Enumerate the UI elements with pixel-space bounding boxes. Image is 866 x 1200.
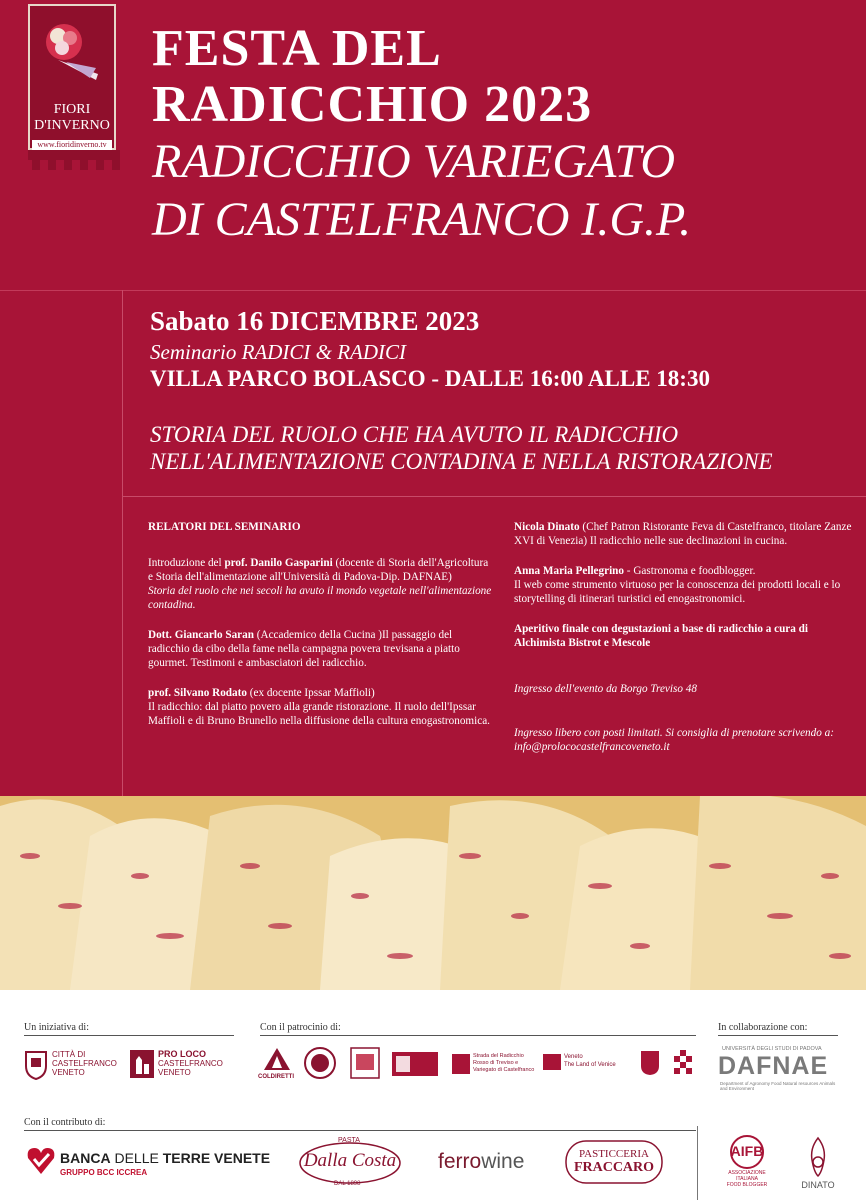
radicchio-flower-icon [38,16,106,84]
subtitle-line1: RADICCHIO VARIEGATO [152,135,676,188]
banca-subtitle: GRUPPO BCC ICCREA [60,1168,148,1177]
entrance-note: Ingresso dell'evento da Borgo Treviso 48 [514,683,697,695]
stemma-icon [640,1050,660,1076]
dinato-logo: DINATO [801,1180,835,1190]
iniziativa-label: Un iniziativa di: [24,1022,89,1033]
logo-name-line1: FIORI [53,102,91,117]
aifb-logo: AIFB [730,1143,764,1159]
speakers-right-column [514,520,854,770]
patrocinio-label: Con il patrocinio di: [260,1022,341,1033]
strada-radicchio-icon [452,1054,470,1074]
banca-heart-icon [26,1146,56,1176]
patrocinio-rule [260,1035,696,1036]
grid-logo-icon [670,1048,696,1076]
free-entry-note: Ingresso libero con posti limitati. Si consiglia di prenotare scrivendo a: info@prolococastelfrancoveneto.it [514,727,834,753]
coldiretti-icon [262,1046,292,1072]
aifb-subtitle: ASSOCIAZIONE ITALIANA FOOD BLOGGER [726,1170,768,1188]
proloco-tower-icon [130,1050,154,1078]
ferrowine-logo: ferrowine [438,1150,525,1173]
topic-line2: NELL'ALIMENTAZIONE CONTADINA E NELLA RISTORAZIONE [150,449,773,474]
dalla-costa-logo: Dalla Costa [303,1150,397,1171]
aperitivo-note: Aperitivo finale con degustazioni a base di radicchio a cura di Alchimista Bistrot e Mescole [514,623,808,649]
venue-time: VILLA PARCO BOLASCO - DALLE 16:00 ALLE 18:30 [150,366,710,391]
iniziativa-rule [24,1035,234,1036]
fiori-dinverno-logo [28,4,116,150]
speaker-dinato: Nicola Dinato (Chef Patron Ristorante Feva di Castelfranco, titolare Zanze XVI di Venezia) Il radicchio nelle sue declinazioni in cucina. [514,521,852,547]
title-line1: FESTA DEL [152,20,442,77]
citta-castelfranco-logo: CITTÀ DI CASTELFRANCO VENETO [52,1050,117,1077]
speaker-saran: Dott. Giancarlo Saran (Accademico della Cucina )Il passaggio del radicchio da cibo della fame nella campagna povera trevisana a piatto gourmet. Testimoni e ambasciatori del radicchio. [148,629,460,669]
collaborazione-rule [718,1035,838,1036]
speakers-left-column [148,520,493,744]
castelfranco-crest-icon [24,1048,48,1080]
univ-padova-label: UNIVERSITÀ DEGLI STUDI DI PADOVA [722,1046,822,1052]
contributo-label: Con il contributo di: [24,1117,106,1128]
dafnae-logo: DAFNAE [718,1052,829,1080]
subtitle-line2: DI CASTELFRANCO I.G.P. [152,193,692,246]
collaborazione-label: In collaborazione con: [718,1022,808,1033]
topic-line1: STORIA DEL RUOLO CHE HA AVUTO IL RADICCHIO [150,422,679,447]
coldiretti-label: COLDIRETTI [258,1074,294,1080]
battlement-decoration [28,150,120,170]
seminar-name: Seminario RADICI & RADICI [150,340,407,364]
dalla-costa-pasta-label: PASTA [338,1137,360,1144]
radicchio-leaves-image [0,796,866,990]
proloco-logo: PRO LOCO CASTELFRANCO VENETO [158,1049,223,1077]
veneto-flag-icon [543,1054,561,1070]
event-date: Sabato 16 DICEMBRE 2023 [150,306,480,336]
dinato-radicchio-icon [804,1134,832,1178]
fraccaro-logo: FRACCARO [573,1160,655,1175]
title-line2: RADICCHIO 2023 [152,76,593,133]
logo-url: www.fioridinverno.tv [32,140,112,150]
pasticceria-label: PASTICCERIA [579,1148,649,1160]
speaker-pellegrino: Anna Maria Pellegrino - Gastronoma e foodblogger. Il web come strumento virtuoso per la conoscenza dei prodotti locali e lo storytelling di itinerari turistici ed enogastronomici. [514,565,841,605]
speakers-heading: RELATORI DEL SEMINARIO [148,521,301,533]
associazione-icon [392,1052,438,1076]
footer-divider [697,1126,698,1200]
dafnae-subtitle: Department of Agronomy Food Natural resources Animals and Environment [720,1081,836,1091]
banca-terre-venete-logo: BANCA DELLE TERRE VENETE [60,1150,271,1166]
consorzio-icon [350,1047,380,1079]
veneto-logo: Veneto The Land of Venice [564,1054,616,1068]
contributo-rule [24,1130,696,1131]
logo-name-line2: D'INVERNO [34,118,110,133]
left-divider [122,290,123,796]
seal-icon [304,1047,336,1079]
radicchio-photo [0,796,866,990]
section-divider [122,496,866,497]
dalla-costa-year: DAL 1898 [334,1181,361,1187]
strada-radicchio-logo: Strada del Radicchio Rosso di Treviso e Variegato di Castelfranco [473,1053,535,1073]
speaker-rodato: prof. Silvano Rodato (ex docente Ipssar Maffioli) Il radicchio: dal piatto povero alla grande ristorazione. Il ruolo dell'Ipssar Maffioli e di Bruno Brunello nella diffusione della cultura enogastronomica. [148,687,490,727]
speaker-gasparini: Introduzione del prof. Danilo Gasparini (docente di Storia dell'Agricoltura e Storia dell'alimentazione all'Università di Padova-Dip. DAFNAE) Storia del ruolo che nei secoli ha avuto il mondo vegetale nell'alimentazione contadina. [148,557,492,611]
